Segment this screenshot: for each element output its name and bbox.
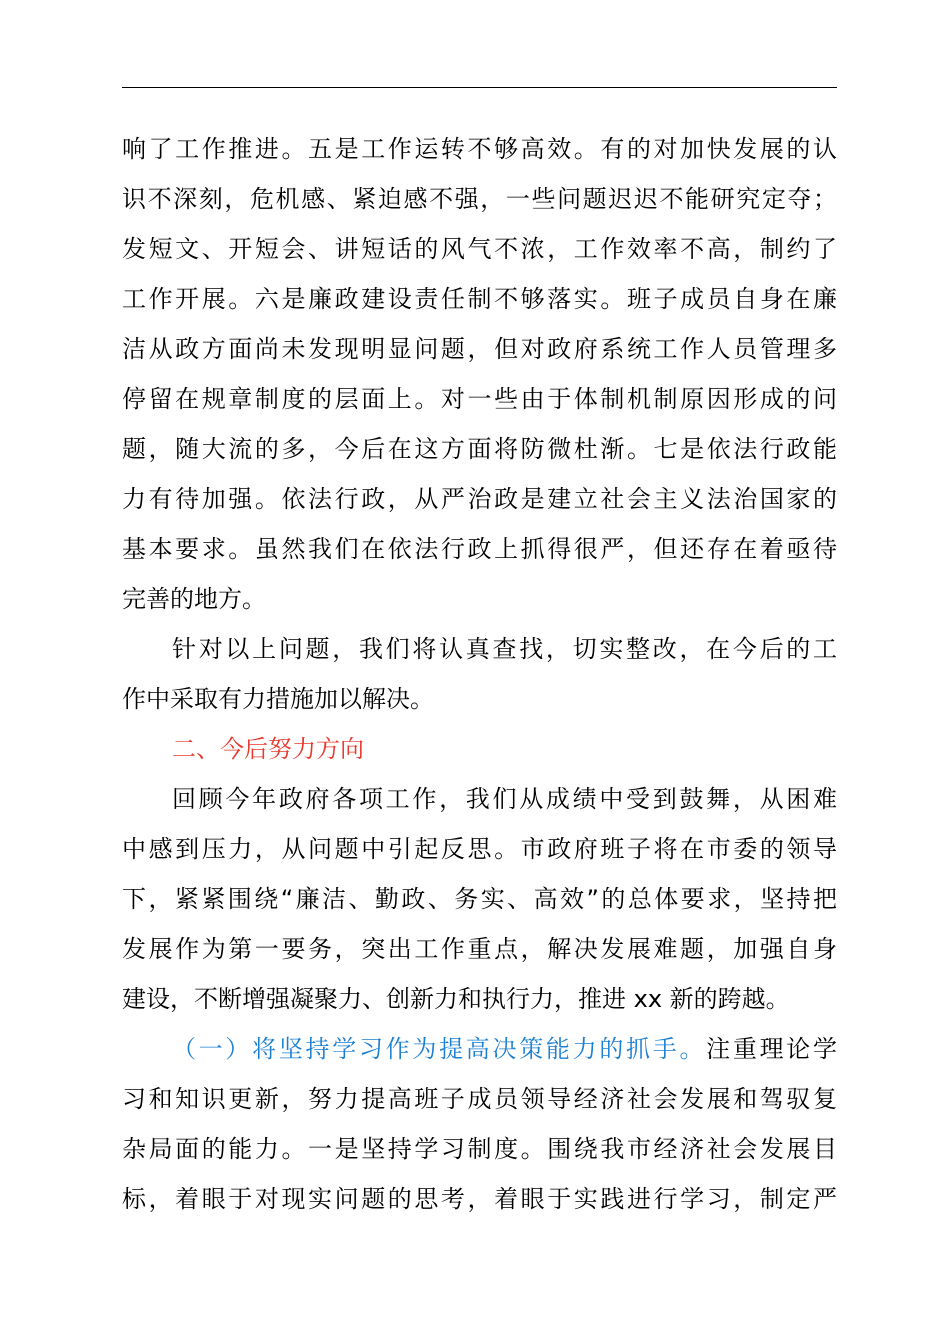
text-line: 洁从政方面尚未发现明显问题，但对政府系统工作人员管理多 — [122, 335, 837, 363]
text-line: 停留在规章制度的层面上。对一些由于体制机制原因形成的问 — [122, 385, 837, 413]
text-line: 基本要求。虽然我们在依法行政上抓得很严，但还存在着亟待 — [122, 535, 837, 563]
text-line: 发短文、开短会、讲短话的风气不浓，工作效率不高，制约了 — [122, 235, 837, 263]
text-line: 响了工作推进。五是工作运转不够高效。有的对加快发展的认 — [122, 135, 837, 163]
text-line — [122, 1024, 837, 1074]
text-line: 完善的地方。 — [122, 585, 266, 613]
subsection-heading: （一）将坚持学习作为提高决策能力的抓手。 — [172, 1035, 707, 1063]
document-body — [122, 124, 837, 1224]
text-line: 题，随大流的多，今后在这方面将防微杜渐。七是依法行政能 — [122, 435, 837, 463]
text-line: 建设，不断增强凝聚力、创新力和执行力，推进 xx 新的跨越。 — [122, 985, 790, 1013]
text-line: 中感到压力，从问题中引起反思。市政府班子将在市委的领导 — [122, 835, 837, 863]
paragraph-4 — [122, 1024, 837, 1224]
text-line: 工作开展。六是廉政建设责任制不够落实。班子成员自身在廉 — [122, 285, 837, 313]
text-line: 力有待加强。依法行政，从严治政是建立社会主义法治国家的 — [122, 485, 837, 513]
paragraph-3 — [122, 774, 837, 1024]
text-line: 标，着眼于对现实问题的思考，着眼于实践进行学习，制定严 — [122, 1185, 837, 1213]
text-line: 针对以上问题，我们将认真查找，切实整改，在今后的工 — [172, 635, 837, 663]
text-line: 作中采取有力措施加以解决。 — [122, 685, 434, 713]
section-heading: 二、今后努力方向 — [172, 735, 364, 763]
text-line: 下，紧紧围绕“廉洁、勤政、务实、高效”的总体要求，坚持把 — [122, 885, 837, 913]
text-line: 习和知识更新，努力提高班子成员领导经济社会发展和驾驭复 — [122, 1085, 837, 1113]
paragraph-2 — [122, 624, 837, 724]
paragraph-1 — [122, 124, 837, 624]
text-line: 识不深刻，危机感、紧迫感不强，一些问题迟迟不能研究定夺； — [122, 185, 837, 213]
text-line: 发展作为第一要务，突出工作重点，解决发展难题，加强自身 — [122, 935, 837, 963]
text-line-rest: 注重理论学 — [706, 1035, 838, 1063]
header-rule — [122, 87, 837, 88]
text-line: 杂局面的能力。一是坚持学习制度。围绕我市经济社会发展目 — [122, 1135, 837, 1163]
text-line: 回顾今年政府各项工作，我们从成绩中受到鼓舞，从困难 — [172, 785, 837, 813]
